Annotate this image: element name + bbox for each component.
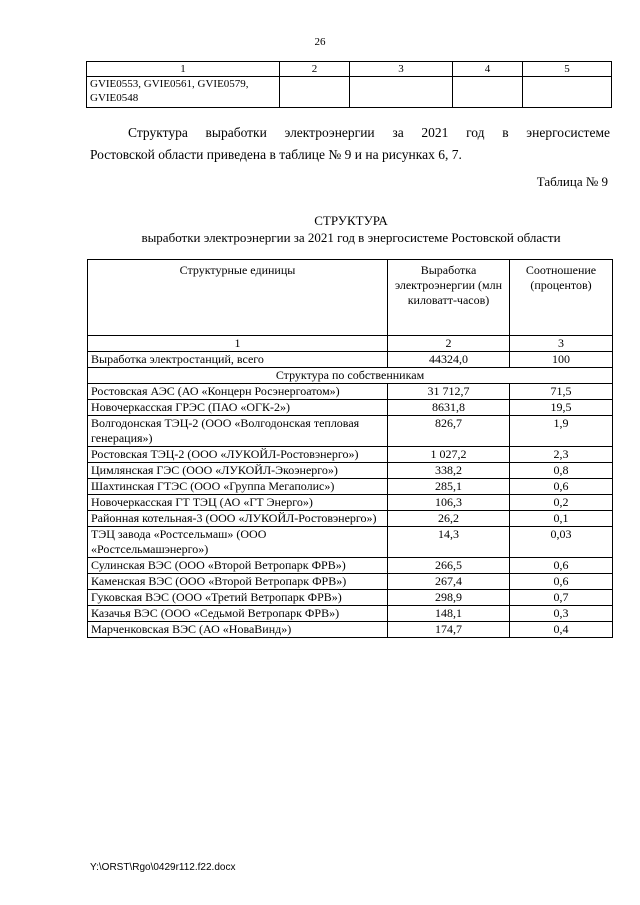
generation-cell: 267,4 xyxy=(388,574,510,590)
generation-cell: 826,7 xyxy=(388,416,510,447)
unit-name-cell: Казачья ВЭС (ООО «Седьмой Ветропарк ФРВ») xyxy=(88,606,388,622)
table-row xyxy=(88,384,613,400)
section-row xyxy=(88,368,613,384)
table-row xyxy=(88,574,613,590)
share-cell: 19,5 xyxy=(510,400,613,416)
share-cell: 0,03 xyxy=(510,527,613,558)
share-cell: 0,3 xyxy=(510,606,613,622)
intro-line: Структура выработки электроэнергии за 2021 год в энергосистеме xyxy=(128,125,610,140)
table-cell xyxy=(350,77,453,108)
share-cell: 2,3 xyxy=(510,447,613,463)
header-cell: Соотношение (процентов) xyxy=(510,260,613,336)
table-row xyxy=(88,495,613,511)
share-cell: 0,6 xyxy=(510,574,613,590)
table-cell: 44324,0 xyxy=(388,352,510,368)
table-row xyxy=(87,77,612,108)
unit-name-cell: Волгодонская ТЭЦ-2 (ООО «Волгодонская тепловая генерация») xyxy=(88,416,388,447)
table-cell: GVIE0553, GVIE0561, GVIE0579, GVIE0548 xyxy=(87,77,280,108)
header-cell: 2 xyxy=(280,62,350,77)
table-row xyxy=(88,622,613,638)
unit-name-cell: Гуковская ВЭС (ООО «Третий Ветропарк ФРВ») xyxy=(88,590,388,606)
index-cell: 3 xyxy=(510,336,613,352)
generation-cell: 8631,8 xyxy=(388,400,510,416)
unit-name-cell: Ростовская АЭС (АО «Концерн Росэнергоатом») xyxy=(88,384,388,400)
share-cell: 1,9 xyxy=(510,416,613,447)
table-heading xyxy=(90,212,612,246)
total-row xyxy=(88,352,613,368)
table-header-row xyxy=(88,260,613,336)
table-row xyxy=(88,416,613,447)
table-subtitle: выработки электроэнергии за 2021 год в энергосистеме Ростовской области xyxy=(141,230,561,245)
unit-name-cell: Новочеркасская ГРЭС (ПАО «ОГК-2») xyxy=(88,400,388,416)
share-cell: 0,6 xyxy=(510,479,613,495)
table-row xyxy=(88,400,613,416)
generation-structure-table xyxy=(87,259,613,638)
unit-name-cell: Сулинская ВЭС (ООО «Второй Ветропарк ФРВ») xyxy=(88,558,388,574)
share-cell: 0,7 xyxy=(510,590,613,606)
section-label: Структура по собственникам xyxy=(88,368,613,384)
generation-cell: 174,7 xyxy=(388,622,510,638)
table-cell: Выработка электростанций, всего xyxy=(88,352,388,368)
table-cell xyxy=(523,77,612,108)
table-row xyxy=(88,447,613,463)
index-cell: 1 xyxy=(88,336,388,352)
table-title: СТРУКТУРА xyxy=(314,213,388,228)
table-cell: 100 xyxy=(510,352,613,368)
table-row xyxy=(88,479,613,495)
table-cell xyxy=(453,77,523,108)
table-number-label: Таблица № 9 xyxy=(536,174,608,189)
share-cell: 0,6 xyxy=(510,558,613,574)
column-index-row xyxy=(88,336,613,352)
table-row xyxy=(88,606,613,622)
generation-cell: 106,3 xyxy=(388,495,510,511)
unit-name-cell: Марченковская ВЭС (АО «НоваВинд») xyxy=(88,622,388,638)
unit-name-cell: Ростовская ТЭЦ-2 (ООО «ЛУКОЙЛ-Ростовэнерго») xyxy=(88,447,388,463)
file-path-footer: Y:\ORST\Rgo\0429r112.f22.docx xyxy=(90,862,236,873)
header-cell: 5 xyxy=(523,62,612,77)
unit-name-cell: ТЭЦ завода «Ростсельмаш» (ООО «Ростсельмашэнерго») xyxy=(88,527,388,558)
unit-name-cell: Новочеркасская ГТ ТЭЦ (АО «ГТ Энерго») xyxy=(88,495,388,511)
share-cell: 0,2 xyxy=(510,495,613,511)
share-cell: 0,4 xyxy=(510,622,613,638)
index-cell: 2 xyxy=(388,336,510,352)
table-row xyxy=(88,527,613,558)
table-row xyxy=(88,511,613,527)
header-cell: 4 xyxy=(453,62,523,77)
share-cell: 71,5 xyxy=(510,384,613,400)
intro-line: Ростовской области приведена в таблице № 9 и на рисунках 6, 7. xyxy=(90,147,462,162)
header-cell: 1 xyxy=(87,62,280,77)
table-row xyxy=(88,463,613,479)
header-cell: 3 xyxy=(350,62,453,77)
generation-cell: 26,2 xyxy=(388,511,510,527)
share-cell: 0,1 xyxy=(510,511,613,527)
header-cell: Структурные единицы xyxy=(88,260,388,336)
generation-cell: 148,1 xyxy=(388,606,510,622)
generation-cell: 266,5 xyxy=(388,558,510,574)
table-cell xyxy=(280,77,350,108)
generation-cell: 14,3 xyxy=(388,527,510,558)
generation-cell: 1 027,2 xyxy=(388,447,510,463)
continuation-table xyxy=(86,61,612,108)
continuation-table-header-row xyxy=(87,62,612,77)
share-cell: 0,8 xyxy=(510,463,613,479)
generation-cell: 285,1 xyxy=(388,479,510,495)
generation-cell: 31 712,7 xyxy=(388,384,510,400)
page-number: 26 xyxy=(314,36,326,48)
unit-name-cell: Районная котельная-3 (ООО «ЛУКОЙЛ-Ростовэнерго») xyxy=(88,511,388,527)
unit-name-cell: Шахтинская ГТЭС (ООО «Группа Мегаполис») xyxy=(88,479,388,495)
header-cell: Выработка электроэнергии (млн киловатт-часов) xyxy=(388,260,510,336)
generation-cell: 338,2 xyxy=(388,463,510,479)
unit-name-cell: Каменская ВЭС (ООО «Второй Ветропарк ФРВ») xyxy=(88,574,388,590)
generation-cell: 298,9 xyxy=(388,590,510,606)
table-row xyxy=(88,590,613,606)
unit-name-cell: Цимлянская ГЭС (ООО «ЛУКОЙЛ-Экоэнерго») xyxy=(88,463,388,479)
table-row xyxy=(88,558,613,574)
intro-paragraph xyxy=(90,122,610,166)
